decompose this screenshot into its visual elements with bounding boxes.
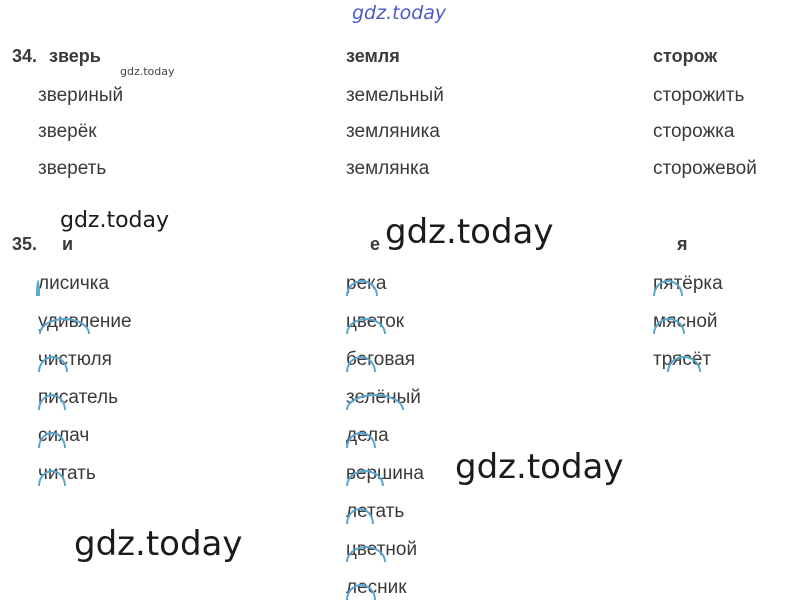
ex35-word: вершина [346, 463, 424, 484]
exercise-35-number: 35. [12, 234, 38, 254]
ex35-col1-header: и [62, 234, 74, 254]
ex35-word: зелёный [346, 387, 421, 408]
ex35-word: трясёт [653, 349, 712, 370]
exercise-34-number: 34. [12, 46, 38, 66]
ex34-word: зверёк [38, 121, 97, 142]
ex35-word: чистюля [38, 349, 112, 370]
ex35-word: лесник [346, 577, 407, 598]
watermark-left: gdz.today [60, 208, 170, 233]
ex34-word: земляника [346, 121, 440, 142]
ex35-word: читать [38, 463, 96, 484]
ex34-word: звереть [38, 158, 107, 179]
watermark-center: gdz.today [385, 212, 554, 252]
ex34-word: звериный [38, 85, 124, 106]
ex35-word: цветок [346, 311, 405, 332]
ex35-col2-header: е [370, 234, 381, 254]
ex34-word: землянка [346, 158, 430, 179]
ex34-word: сторожка [653, 121, 735, 142]
watermark-top: gdz.today [352, 2, 447, 24]
ex34-col3-header: сторож [653, 46, 718, 66]
ex34-word: земельный [346, 85, 444, 106]
watermark-right: gdz.today [455, 447, 624, 487]
ex35-word: писатель [38, 387, 118, 408]
watermark-bottom-left: gdz.today [74, 524, 243, 564]
ex35-word: лисичка [38, 273, 110, 294]
ex35-word: беговая [346, 349, 416, 370]
ex35-word: летать [346, 501, 405, 522]
ex34-word: сторожевой [653, 158, 757, 179]
ex35-word: силач [38, 425, 90, 446]
watermark-tiny: gdz.today [120, 65, 175, 78]
ex35-word: пятёрка [653, 273, 723, 294]
ex35-word: река [346, 273, 387, 294]
ex34-col1-header: зверь [49, 46, 101, 66]
ex35-word: цветной [346, 539, 418, 560]
ex35-col3-header: я [677, 234, 688, 254]
ex34-word: сторожить [653, 85, 745, 106]
ex35-word: удивление [38, 311, 132, 332]
ex35-word: мясной [653, 311, 718, 332]
ex34-col2-header: земля [346, 46, 400, 66]
ex35-word: дела [346, 425, 389, 446]
